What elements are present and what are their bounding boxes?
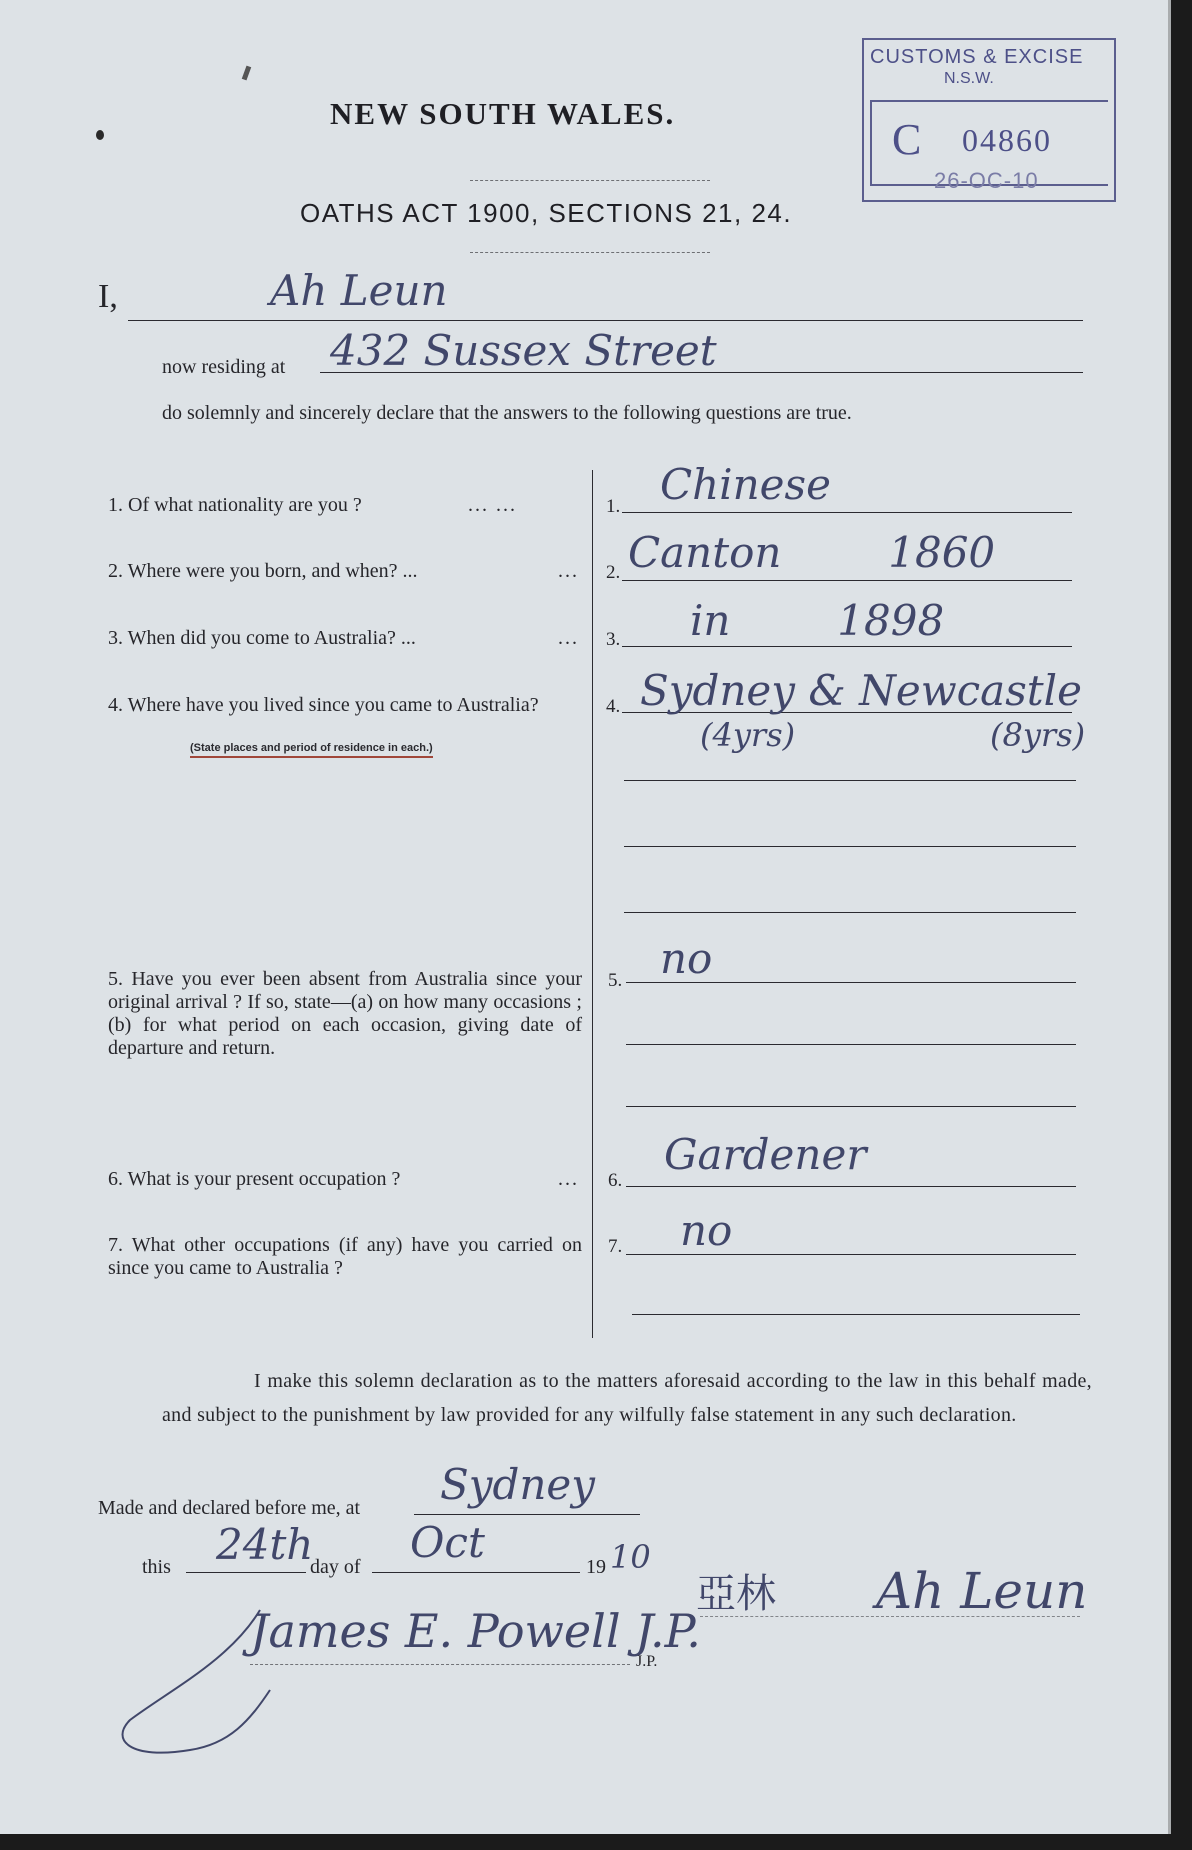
stamp-line1: CUSTOMS & EXCISE	[870, 46, 1084, 68]
answer-5: no	[660, 934, 713, 983]
question-4-note: (State places and period of residence in each.)	[190, 742, 433, 758]
year-prefix: 19	[586, 1556, 606, 1578]
answer-3: in 1898	[690, 596, 945, 645]
stamp-date: 26-OC-10	[934, 168, 1039, 193]
day-of-label: day of	[310, 1556, 361, 1578]
answer-line	[624, 912, 1076, 913]
answer-number: 2.	[606, 562, 621, 583]
jp-label: J.P.	[636, 1653, 658, 1670]
leader-dots: ...	[558, 627, 579, 649]
question-number: 4.	[108, 694, 123, 716]
residence-value: 432 Sussex Street	[330, 326, 717, 375]
answer-7: no	[680, 1206, 733, 1255]
stamp-line2: N.S.W.	[944, 70, 994, 87]
declarant-prefix: I,	[98, 278, 118, 315]
question-text: Where were you born, and when? ...	[127, 560, 418, 582]
question-text: Of what nationality are you ?	[128, 494, 362, 516]
answer-line	[626, 1044, 1076, 1045]
answer-number: 4.	[606, 696, 621, 717]
declaration-place: Sydney	[440, 1460, 596, 1509]
answer-line	[624, 780, 1076, 781]
declaration-text: I make this solemn declaration as to the matters aforesaid according to the law in this behalf made, and subject to the punishment by law provided for any wilfully false statement in any such declaration.	[162, 1370, 1092, 1426]
stamp-number: 04860	[962, 122, 1052, 158]
answer-number: 7.	[608, 1236, 623, 1257]
declaration-month: Oct	[410, 1518, 485, 1567]
question-number: 6.	[108, 1168, 123, 1190]
question-text: What other occupations (if any) have you carried on since you came to Australia ?	[108, 1234, 583, 1279]
question-text: When did you come to Australia? ...	[127, 627, 416, 649]
answer-number: 5.	[608, 970, 623, 991]
month-line	[372, 1572, 580, 1573]
divider	[470, 180, 710, 181]
leader-dots: ...	[558, 560, 579, 582]
question-number: 1.	[108, 494, 123, 516]
answer-number: 1.	[606, 496, 621, 517]
name-line	[128, 320, 1083, 321]
day-line	[186, 1572, 306, 1573]
question-number: 2.	[108, 560, 123, 582]
answer-1: Chinese	[660, 460, 831, 509]
page-subtitle: OATHS ACT 1900, SECTIONS 21, 24.	[300, 198, 793, 228]
question-1	[108, 494, 362, 517]
question-5	[108, 968, 582, 1060]
answer-line	[622, 580, 1072, 581]
answer-4-period-1: (4yrs)	[700, 716, 796, 754]
answer-line	[632, 1314, 1080, 1315]
year-suffix: 10	[610, 1538, 651, 1576]
question-number: 7.	[108, 1234, 123, 1256]
paper-mark	[96, 130, 104, 140]
signature-flourish	[110, 1600, 300, 1760]
answer-4: Sydney & Newcastle	[640, 666, 1082, 715]
jp-line	[250, 1664, 630, 1665]
question-number: 3.	[108, 627, 123, 649]
customs-stamp	[862, 38, 1116, 202]
leader-dots: ...	[558, 1168, 579, 1190]
answer-6: Gardener	[664, 1130, 867, 1179]
question-text: Where have you lived since you came to Australia?	[127, 694, 539, 716]
chinese-signature: 亞林	[696, 1571, 776, 1617]
residence-label: now residing at	[162, 356, 286, 378]
this-label: this	[142, 1556, 171, 1578]
answer-line	[622, 646, 1072, 647]
place-line	[414, 1514, 640, 1515]
divider	[470, 252, 710, 253]
answer-number: 6.	[608, 1170, 623, 1191]
answer-2: Canton 1860	[628, 528, 996, 577]
made-declared-label: Made and declared before me, at	[98, 1497, 361, 1519]
declaration-day: 24th	[216, 1520, 314, 1569]
question-text: What is your present occupation ?	[127, 1168, 401, 1190]
question-6	[108, 1168, 400, 1191]
declarant-name: Ah Leun	[270, 266, 448, 315]
answer-number: 3.	[606, 629, 621, 650]
declaration-statement: do solemnly and sincerely declare that the answers to the following questions are true.	[162, 402, 852, 424]
declarant-signature: Ah Leun	[876, 1562, 1088, 1620]
answer-line	[626, 1106, 1076, 1107]
leader-dots: ... ...	[468, 494, 517, 516]
answer-4-period-2: (8yrs)	[990, 716, 1086, 754]
paper-mark	[242, 66, 251, 81]
jp-signature: James E. Powell J.P.	[250, 1604, 701, 1658]
question-number: 5.	[108, 968, 123, 990]
question-text: Have you ever been absent from Australia since your original arrival ? If so, state—(a) on how many occasions ; (b) for what period on each occasion, giving date of departure and return.	[108, 968, 583, 1059]
answer-line	[626, 1186, 1076, 1187]
column-divider	[592, 470, 593, 1338]
question-3	[108, 627, 416, 650]
page-title: NEW SOUTH WALES.	[330, 96, 676, 131]
question-4	[108, 694, 582, 717]
signature-line	[700, 1616, 1080, 1617]
answer-line	[622, 512, 1072, 513]
question-7	[108, 1234, 582, 1280]
question-2	[108, 560, 418, 583]
stamp-letter: C	[892, 115, 922, 164]
answer-line	[624, 846, 1076, 847]
